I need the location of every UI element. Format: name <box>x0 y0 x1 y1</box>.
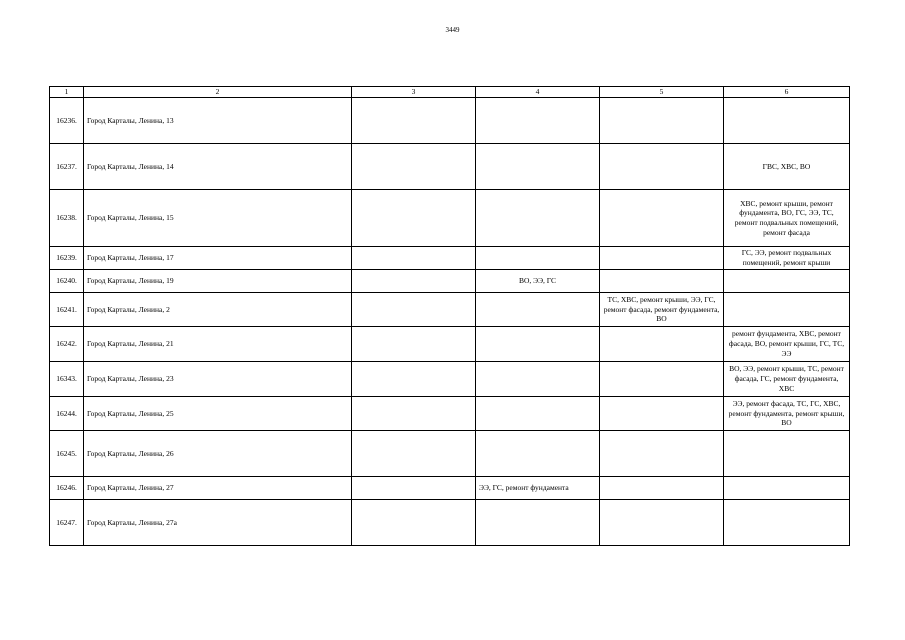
row-col4 <box>476 190 600 247</box>
column-header-3: 3 <box>352 87 476 98</box>
table-row <box>50 327 850 362</box>
row-col6 <box>724 431 850 477</box>
row-address: Город Карталы, Ленина, 21 <box>84 327 352 362</box>
table-row <box>50 293 850 327</box>
column-header-2: 2 <box>84 87 352 98</box>
row-col5 <box>600 144 724 190</box>
row-number: 16236. <box>50 98 84 144</box>
row-number: 16242. <box>50 327 84 362</box>
row-col3 <box>352 477 476 500</box>
row-address: Город Карталы, Ленина, 15 <box>84 190 352 247</box>
row-number: 16246. <box>50 477 84 500</box>
row-col5 <box>600 500 724 546</box>
row-address: Город Карталы, Ленина, 17 <box>84 247 352 270</box>
row-col3 <box>352 431 476 477</box>
row-col6: ГВС, ХВС, ВО <box>724 144 850 190</box>
row-col6: ВО, ЭЭ, ремонт крыши, ТС, ремонт фасада, ГС, ремонт фундамента, ХВС <box>724 362 850 397</box>
row-col3 <box>352 327 476 362</box>
row-address: Город Карталы, Ленина, 23 <box>84 362 352 397</box>
row-number: 16237. <box>50 144 84 190</box>
row-col4 <box>476 293 600 327</box>
row-col5 <box>600 98 724 144</box>
row-col4: ВО, ЭЭ, ГС <box>476 270 600 293</box>
registry-table <box>49 86 850 546</box>
row-col5 <box>600 477 724 500</box>
row-number: 16244. <box>50 397 84 431</box>
column-header-1: 1 <box>50 87 84 98</box>
row-col4 <box>476 327 600 362</box>
row-number: 16241. <box>50 293 84 327</box>
table-row <box>50 270 850 293</box>
row-address: Город Карталы, Ленина, 27 <box>84 477 352 500</box>
table-row <box>50 190 850 247</box>
row-col4 <box>476 247 600 270</box>
column-header-4: 4 <box>476 87 600 98</box>
row-col3 <box>352 270 476 293</box>
row-col5 <box>600 247 724 270</box>
row-col6 <box>724 293 850 327</box>
page-number: 3449 <box>445 26 460 34</box>
row-col6 <box>724 98 850 144</box>
row-address: Город Карталы, Ленина, 14 <box>84 144 352 190</box>
table-row <box>50 397 850 431</box>
row-address: Город Карталы, Ленина, 2 <box>84 293 352 327</box>
row-col5: ТС, ХВС, ремонт крыши, ЭЭ, ГС, ремонт фасада, ремонт фундамента, ВО <box>600 293 724 327</box>
row-number: 16238. <box>50 190 84 247</box>
row-col6: ГС, ЭЭ, ремонт подвальных помещений, ремонт крыши <box>724 247 850 270</box>
row-col5 <box>600 190 724 247</box>
row-address: Город Карталы, Ленина, 13 <box>84 98 352 144</box>
row-col5 <box>600 327 724 362</box>
row-col5 <box>600 362 724 397</box>
table-row <box>50 362 850 397</box>
row-col6 <box>724 500 850 546</box>
row-number: 16343. <box>50 362 84 397</box>
row-col5 <box>600 397 724 431</box>
table-row <box>50 144 850 190</box>
row-number: 16240. <box>50 270 84 293</box>
row-number: 16239. <box>50 247 84 270</box>
header-row <box>50 87 850 98</box>
row-col4 <box>476 397 600 431</box>
table-row <box>50 477 850 500</box>
row-col3 <box>352 190 476 247</box>
column-header-5: 5 <box>600 87 724 98</box>
row-col4 <box>476 431 600 477</box>
row-col3 <box>352 98 476 144</box>
column-header-6: 6 <box>724 87 850 98</box>
row-col6 <box>724 477 850 500</box>
table-row <box>50 500 850 546</box>
row-col3 <box>352 144 476 190</box>
row-col5 <box>600 270 724 293</box>
table-row <box>50 98 850 144</box>
table-row <box>50 431 850 477</box>
row-number: 16247. <box>50 500 84 546</box>
row-col3 <box>352 247 476 270</box>
row-address: Город Карталы, Ленина, 25 <box>84 397 352 431</box>
row-col6: ЭЭ, ремонт фасада, ТС, ГС, ХВС, ремонт фундамента, ремонт крыши, ВО <box>724 397 850 431</box>
table-row <box>50 247 850 270</box>
row-address: Город Карталы, Ленина, 27а <box>84 500 352 546</box>
row-col6: ХВС, ремонт крыши, ремонт фундамента, ВО, ГС, ЭЭ, ТС, ремонт подвальных помещений, ремонт фасада <box>724 190 850 247</box>
row-col4 <box>476 362 600 397</box>
row-col3 <box>352 293 476 327</box>
row-col4 <box>476 98 600 144</box>
row-col6 <box>724 270 850 293</box>
row-col6: ремонт фундамента, ХВС, ремонт фасада, ВО, ремонт крыши, ГС, ТС, ЭЭ <box>724 327 850 362</box>
row-col3 <box>352 362 476 397</box>
row-address: Город Карталы, Ленина, 26 <box>84 431 352 477</box>
row-col3 <box>352 397 476 431</box>
row-address: Город Карталы, Ленина, 19 <box>84 270 352 293</box>
row-col5 <box>600 431 724 477</box>
row-col4 <box>476 144 600 190</box>
row-col3 <box>352 500 476 546</box>
row-number: 16245. <box>50 431 84 477</box>
row-col4: ЭЭ, ГС, ремонт фундамента <box>476 477 600 500</box>
row-col4 <box>476 500 600 546</box>
